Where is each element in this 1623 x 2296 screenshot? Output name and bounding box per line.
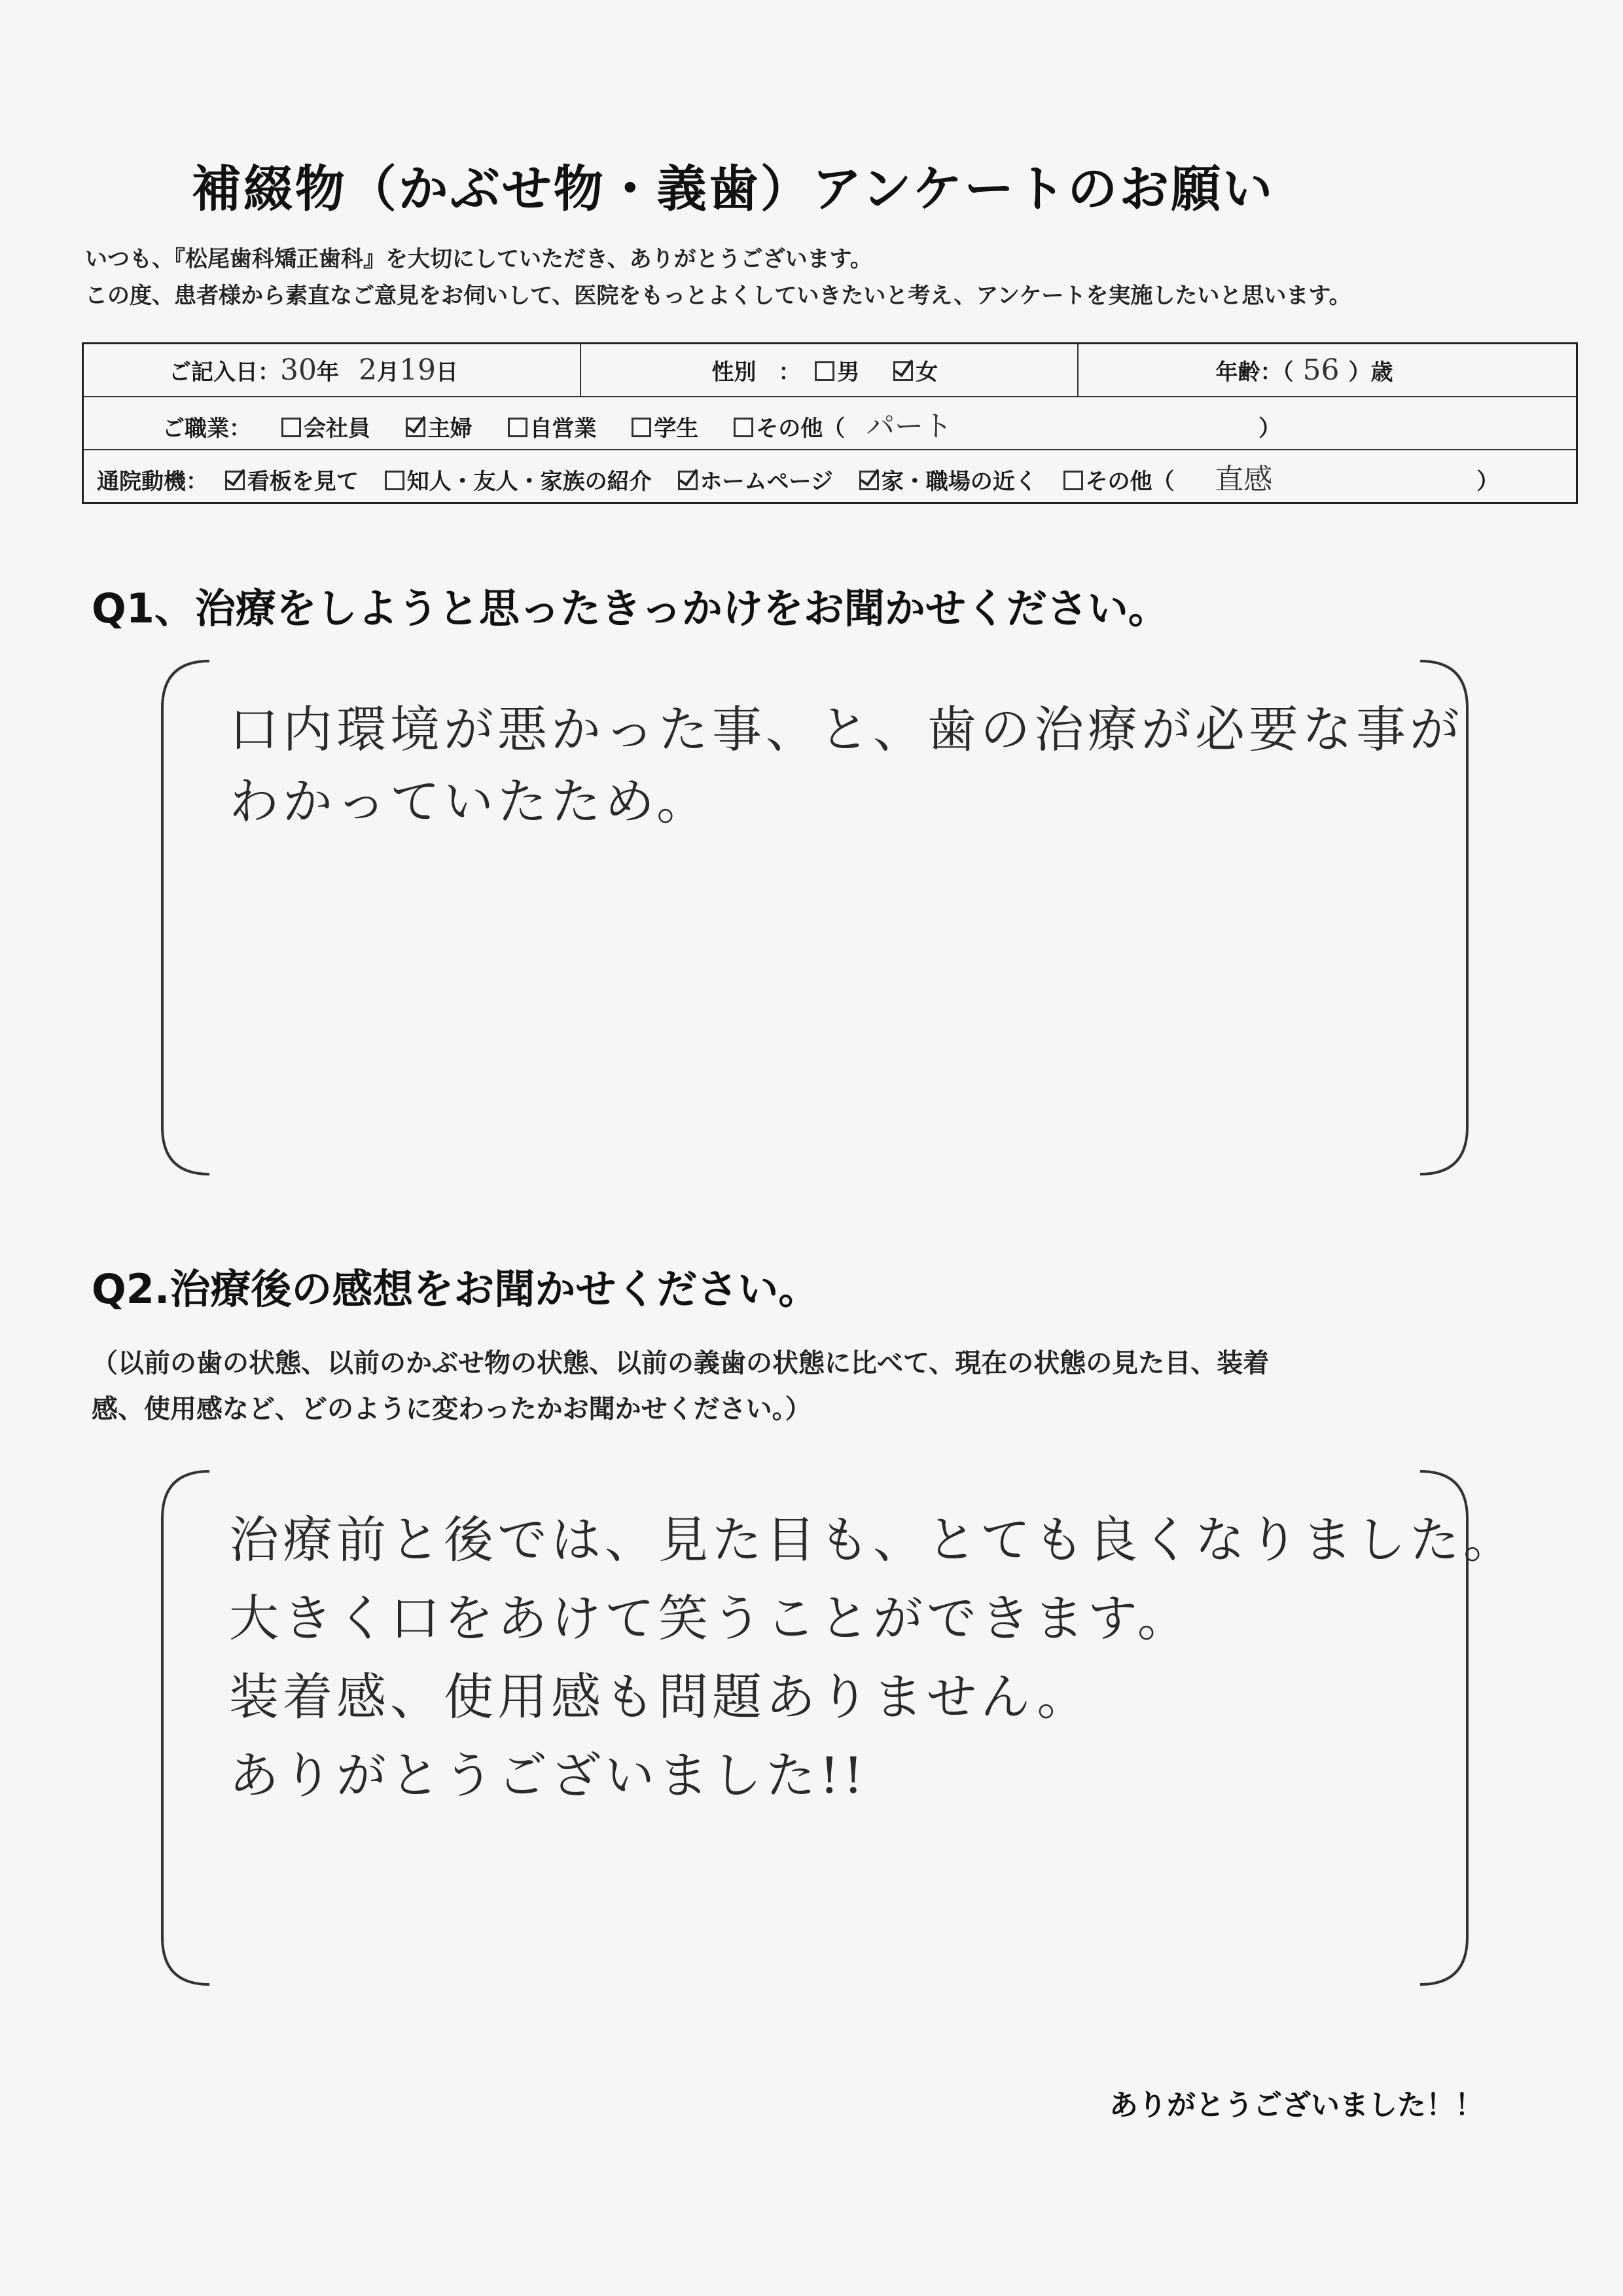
question-2: Q2.治療後の感想をお聞かせください。 xyxy=(92,1265,819,1313)
occupation-other-value[interactable]: パート xyxy=(866,409,953,443)
motive-other-value[interactable]: 直感 xyxy=(1215,462,1273,496)
occupation-option-housewife[interactable]: 主婦 xyxy=(406,416,473,442)
info-row-date-gender-age xyxy=(83,344,1577,397)
motive-option-signboard[interactable]: 看板を見て xyxy=(225,469,359,495)
checkbox-icon[interactable] xyxy=(508,418,527,437)
checkbox-icon[interactable] xyxy=(815,361,834,381)
motive-option-referral[interactable]: 知人・友人・家族の紹介 xyxy=(385,469,652,495)
age-cell xyxy=(1078,344,1577,397)
gender-label: 性別 ： xyxy=(711,359,801,386)
occupation-option-self-employed[interactable]: 自営業 xyxy=(508,416,597,442)
motive-label: 通院動機： xyxy=(97,468,208,495)
checkbox-icon[interactable] xyxy=(281,418,301,437)
occupation-option-other[interactable]: その他（ xyxy=(734,416,845,442)
question-1: Q1、治療をしようと思ったきっかけをお聞かせください。 xyxy=(92,584,1169,632)
checked-checkbox-icon[interactable] xyxy=(893,361,913,381)
occupation-option-company[interactable]: 会社員 xyxy=(281,416,370,442)
age-label: 年齢：（ xyxy=(1215,359,1294,386)
intro-line-1: いつも、『松尾歯科矯正歯科』を大切にしていただき、ありがとうございます。 xyxy=(85,246,872,272)
date-label: ご記入日： xyxy=(169,359,280,386)
checkbox-icon[interactable] xyxy=(385,471,404,490)
checked-checkbox-icon[interactable] xyxy=(859,471,879,490)
intro-line-2: この度、患者様から素直なご意見をお伺いして、医院をもっとよくしていきたいと考え、アンケートを実施したいと思います。 xyxy=(85,283,1351,309)
checked-checkbox-icon[interactable] xyxy=(406,418,425,437)
checked-checkbox-icon[interactable] xyxy=(678,471,698,490)
checkbox-icon[interactable] xyxy=(734,418,753,437)
checkbox-icon[interactable] xyxy=(632,418,651,437)
gender-female-option[interactable]: 女 xyxy=(893,359,938,386)
occupation-option-student[interactable]: 学生 xyxy=(632,416,698,442)
date-cell xyxy=(83,344,580,397)
info-row-occupation xyxy=(83,397,1577,450)
q2-answer-area[interactable] xyxy=(157,1466,1517,1990)
footer-thanks: ありがとうございました！！ xyxy=(1109,2089,1484,2122)
occupation-label: ご職業： xyxy=(162,415,251,442)
motive-option-nearby[interactable]: 家・職場の近く xyxy=(859,469,1037,495)
motive-close-paren: ） xyxy=(1476,468,1499,495)
checked-checkbox-icon[interactable] xyxy=(225,471,245,490)
q1-answer-area[interactable] xyxy=(157,656,1472,1179)
question-2-instructions-line-1: （以前の歯の状態、以前のかぶせ物の状態、以前の義歯の状態に比べて、現在の状態の見た目、装着 xyxy=(92,1348,1270,1378)
q1-answer-line-2: わかっていたため。 xyxy=(229,772,710,831)
date-day-value[interactable]: 19 xyxy=(399,353,436,387)
motive-option-other[interactable]: その他（ xyxy=(1063,469,1175,495)
month-unit: 月 xyxy=(377,359,399,386)
motive-option-homepage[interactable]: ホームページ xyxy=(678,469,833,495)
date-month-value[interactable]: 2 xyxy=(359,353,377,387)
age-unit: ）歳 xyxy=(1348,359,1393,386)
q2-answer-line-3: 装着感、使用感も問題ありません。 xyxy=(229,1668,1091,1726)
question-2-instructions xyxy=(92,1340,1544,1432)
q2-answer-line-1: 治療前と後では、見た目も、とても良くなりました。 xyxy=(229,1511,1517,1569)
q1-answer-line-1: 口内環境が悪かった事、と、歯の治療が必要な事が xyxy=(229,700,1463,759)
question-2-instructions-line-2: 感、使用感など、どのように変わったかお聞かせください。） xyxy=(92,1394,812,1424)
occupation-cell xyxy=(83,397,1577,450)
checkbox-icon[interactable] xyxy=(1063,471,1083,490)
day-unit: 日 xyxy=(436,359,458,386)
age-value[interactable]: 56 xyxy=(1302,353,1340,387)
occupation-close-paren: ） xyxy=(1258,415,1281,442)
year-unit: 年 xyxy=(317,359,339,386)
gender-cell xyxy=(580,344,1078,397)
gender-male-option[interactable]: 男 xyxy=(815,359,859,386)
info-row-motive xyxy=(83,450,1577,503)
q2-answer-line-4: ありがとうございました!! xyxy=(229,1746,868,1804)
date-year-value[interactable]: 30 xyxy=(280,353,317,387)
survey-title: 補綴物（かぶせ物・義歯）アンケートのお願い xyxy=(191,160,1275,218)
respondent-info-table xyxy=(82,342,1578,504)
motive-cell xyxy=(83,450,1577,503)
q2-answer-line-2: 大きく口をあけて笑うことができます。 xyxy=(229,1589,1191,1647)
